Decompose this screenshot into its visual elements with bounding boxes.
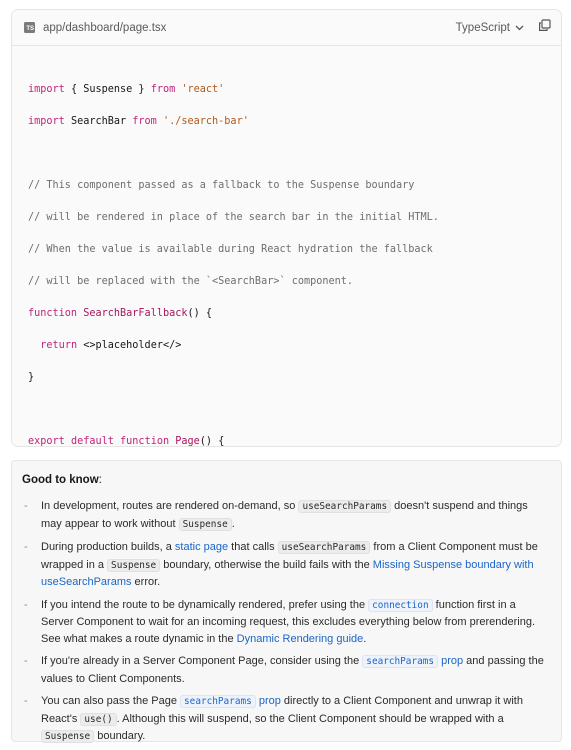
inline-code: Suspense: [179, 518, 232, 531]
inline-code: useSearchParams: [298, 500, 391, 513]
code-content: [12, 46, 561, 447]
list-item: - During production builds, a static page that calls useSearchParams from a Client Component must be wrapped in a Suspense boundary, otherwise the build fails with the Missing Suspense boundary with useSearchParams error.: [24, 541, 538, 588]
language-label: TypeScript: [455, 21, 510, 34]
dash-bullet: -: [24, 695, 28, 707]
language-selector[interactable]: [456, 22, 524, 34]
code-line: import SearchBar from './search-bar': [28, 116, 249, 127]
code-line: import { Suspense } from 'react': [28, 84, 225, 95]
code-line-blank: [28, 146, 561, 162]
static-page-link[interactable]: static page: [174, 541, 229, 553]
callout-list: [22, 498, 551, 746]
code-line: }: [28, 372, 35, 383]
prop-link[interactable]: prop: [258, 695, 281, 707]
code-line-blank: [28, 402, 561, 418]
dash-bullet: -: [24, 598, 28, 611]
missing-suspense-boundary-link[interactable]: Missing Suspense boundary with useSearchParams: [41, 558, 534, 588]
list-item: - You can also pass the Page searchParams prop directly to a Client Component and unwrap it with React's use() . Although this will suspend, so the Client Component should be wrapped with a Suspense boundary.: [24, 695, 523, 742]
code-line: return <>placeholder</>: [40, 340, 182, 351]
code-comment: // This component passed as a fallback to the Suspense boundary: [28, 180, 415, 191]
dynamic-rendering-guide-link[interactable]: Dynamic Rendering guide: [236, 632, 364, 645]
code-comment: // When the value is available during React hydration the fallback: [28, 244, 433, 255]
code-block: [11, 9, 562, 447]
code-block-header: [12, 10, 561, 46]
prop-link[interactable]: prop: [441, 655, 464, 667]
dash-bullet: -: [24, 655, 28, 667]
chevron-down-icon: [515, 25, 524, 31]
list-item: - If you're already in a Server Component Page, consider using the searchParams prop and passing the values to Client Components.: [24, 655, 544, 685]
code-line: function SearchBarFallback() {: [28, 308, 213, 319]
list-item: - In development, routes are rendered on-demand, so useSearchParams doesn't suspend and things may appear to work without Suspense .: [24, 500, 528, 530]
inline-code: Suspense: [107, 559, 160, 572]
connection-link[interactable]: connection: [368, 599, 432, 612]
good-to-know-callout: [11, 460, 562, 742]
copy-button[interactable]: [538, 19, 551, 37]
search-params-link[interactable]: searchParams: [180, 695, 256, 708]
copy-icon: [538, 19, 551, 37]
dash-bullet: -: [24, 541, 28, 553]
callout-title: Good to know:: [22, 474, 102, 486]
code-comment: // will be replaced with the `<SearchBar>` component.: [28, 276, 354, 287]
typescript-file-icon: TS: [24, 22, 35, 33]
search-params-link[interactable]: searchParams: [362, 655, 438, 668]
code-line: export default function Page() {: [28, 436, 225, 447]
dash-bullet: -: [24, 500, 28, 512]
code-comment: // will be rendered in place of the search bar in the initial HTML.: [28, 212, 439, 223]
inline-code: useSearchParams: [278, 541, 371, 554]
inline-code: use(): [80, 713, 116, 726]
list-item: - If you intend the route to be dynamically rendered, prefer using the connection function first in a Server Component to wait for an incoming request, this excludes everything below from prerendering. See what makes a route dynamic in the Dynamic Rendering guide.: [24, 598, 536, 645]
file-name: app/dashboard/page.tsx: [43, 21, 167, 34]
inline-code: Suspense: [41, 730, 94, 743]
